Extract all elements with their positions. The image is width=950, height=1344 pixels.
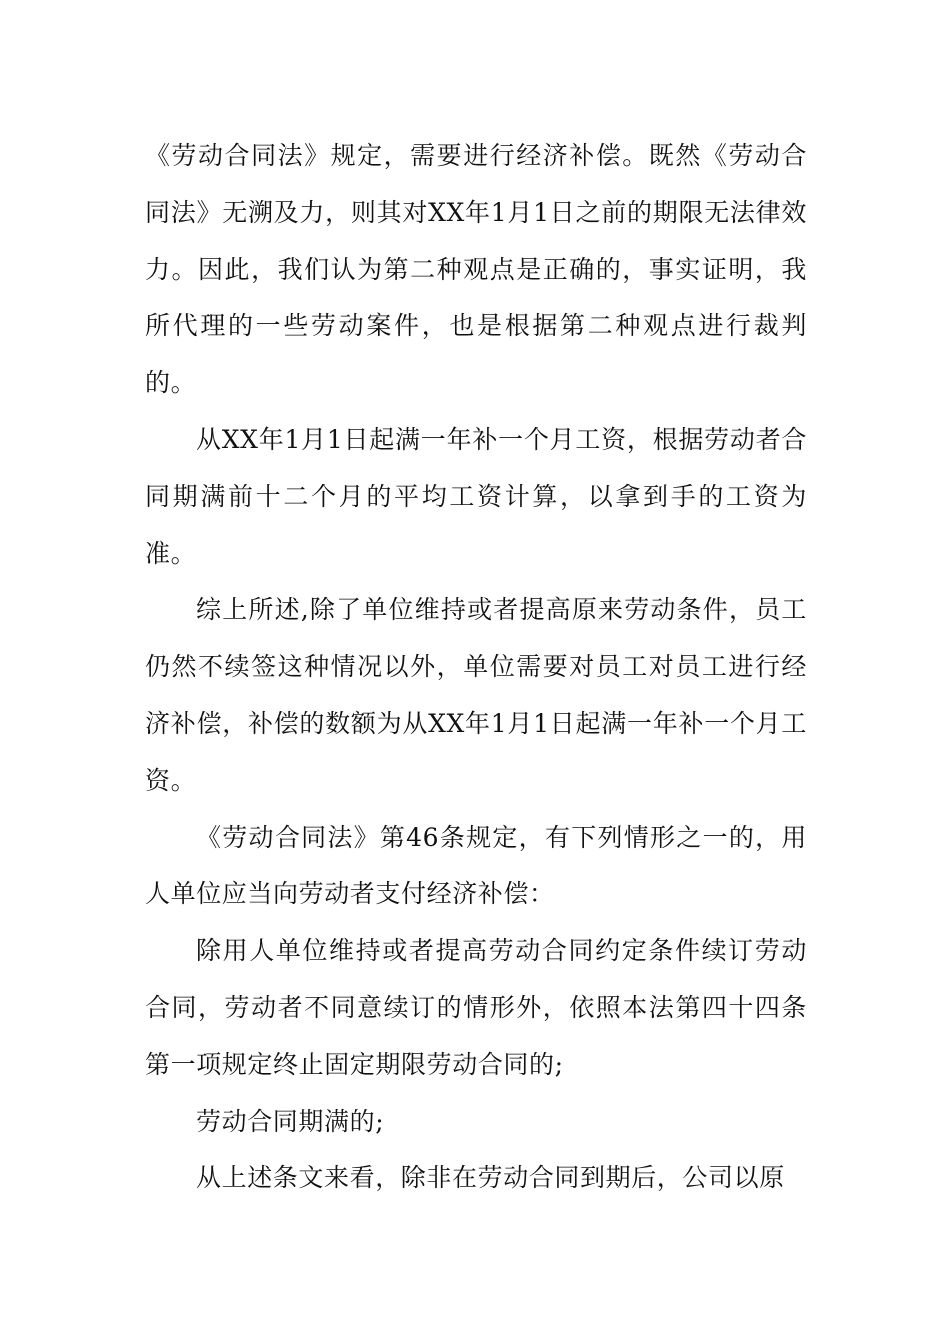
paragraph-contract-expiry: 劳动合同期满的; [196, 1106, 385, 1136]
paragraph-compensation-calculation: 从XX年1月1日起满一年补一个月工资，根据劳动者合同期满前十二个月的平均工资计算，以拿到手的工资为准。 [145, 424, 807, 568]
paragraph-renewal-exception: 除用人单位维持或者提高劳动合同约定条件续订劳动合同，劳动者不同意续订的情形外，依照本法第四十四条第一项规定终止固定期限劳动合同的; [145, 936, 807, 1079]
paragraph-summary: 综上所述,除了单位维持或者提高原来劳动条件，员工仍然不续签这种情况以外，单位需要对员工对员工进行经济补偿，补偿的数额为从XX年1月1日起满一年补一个月工资。 [145, 595, 807, 795]
document-body [145, 128, 807, 1207]
paragraph-compensation-opinion: 《劳动合同法》规定，需要进行经济补偿。既然《劳动合同法》无溯及力，则其对XX年1月1日之前的期限无法律效力。因此，我们认为第二种观点是正确的，事实证明，我所代理的一些劳动案件，也是根据第二种观点进行裁判的。 [145, 141, 807, 398]
paragraph-article-46: 《劳动合同法》第46条规定，有下列情形之一的，用人单位应当向劳动者支付经济补偿： [145, 822, 807, 909]
paragraph-analysis: 从上述条文来看，除非在劳动合同到期后，公司以原 [196, 1163, 785, 1193]
